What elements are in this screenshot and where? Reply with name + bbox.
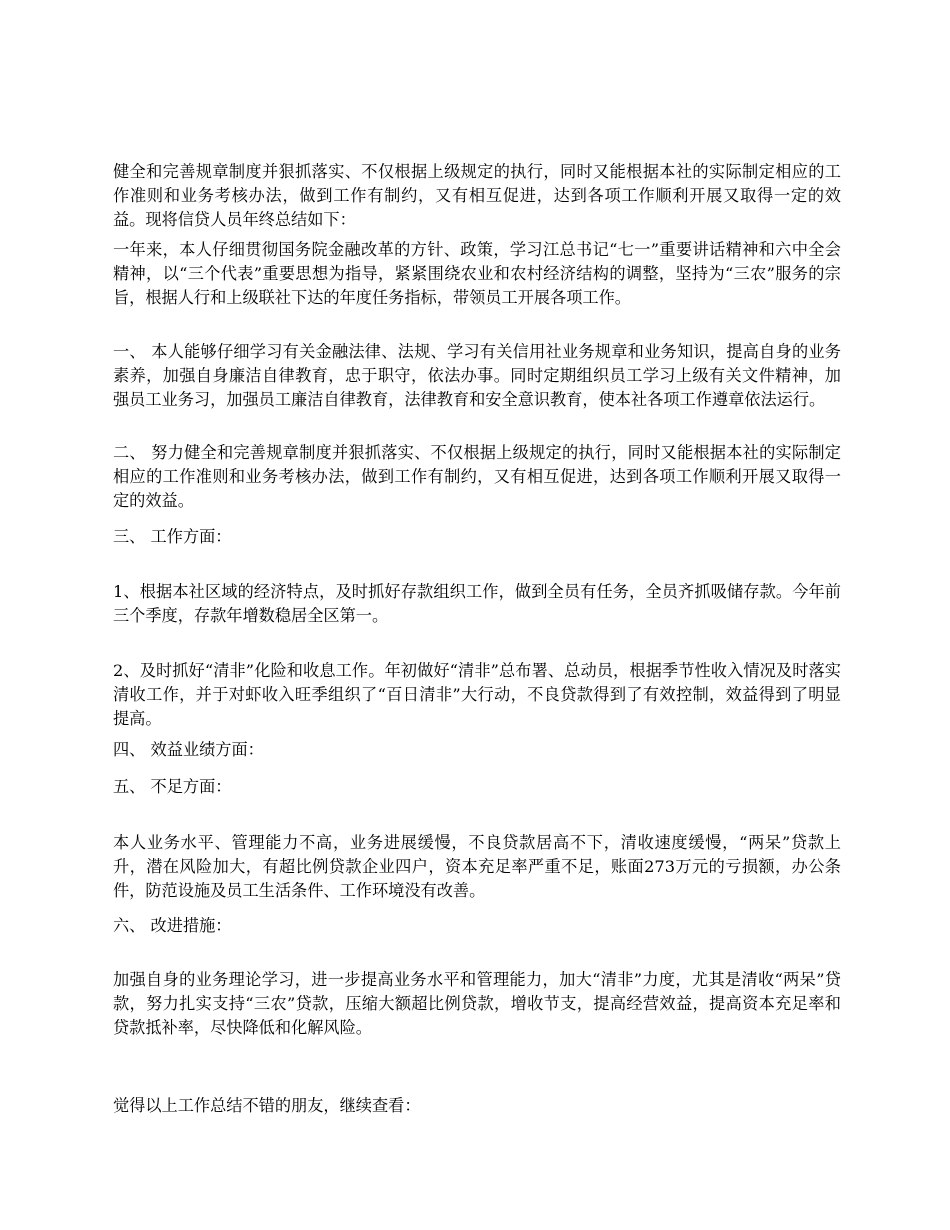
work-item-one-paragraph: 1、根据本社区域的经济特点，及时抓好存款组织工作，做到全员有任务，全员齐抓吸储存款。今年前三个季度，存款年增数稳居全区第一。 <box>113 582 841 625</box>
improvement-paragraph: 加强自身的业务理论学习，进一步提高业务水平和管理能力，加大“清非”力度，尤其是清收“两呆”贷款，努力扎实支持“三农”贷款，压缩大额超比例贷款，增收节支，提高经营效益，提高资本充足率和贷款抵补率，尽快降低和化解风险。 <box>113 970 841 1037</box>
section-six-heading: 六、 改进措施： <box>113 916 232 935</box>
shortcomings-paragraph: 本人业务水平、管理能力不高，业务进展缓慢，不良贷款居高不下，清收速度缓慢，“两呆”贷款上升，潜在风险加大，有超比例贷款企业四户，资本充足率严重不足，账面273万元的亏损额，办公条件，防范设施及员工生活条件、工作环境没有改善。 <box>113 833 841 900</box>
overview-paragraph: 一年来，本人仔细贯彻国务院金融改革的方针、政策，学习江总书记“七一”重要讲话精神和六中全会精神，以“三个代表”重要思想为指导，紧紧围绕农业和农村经济结构的调整，坚持为“三农”服务的宗旨，根据人行和上级联社下达的年度任务指标，带领员工开展各项工作。 <box>113 240 841 307</box>
continue-reading-text: 觉得以上工作总结不错的朋友，继续查看： <box>113 1096 421 1115</box>
work-item-two-paragraph: 2、及时抓好“清非”化险和收息工作。年初做好“清非”总布署、总动员，根据季节性收入情况及时落实清收工作，并于对虾收入旺季组织了“百日清非”大行动，不良贷款得到了有效控制，效益得到了明显提高。 <box>113 661 841 728</box>
section-five-heading: 五、 不足方面： <box>113 777 232 796</box>
section-one-paragraph: 一、 本人能够仔细学习有关金融法律、法规、学习有关信用社业务规章和业务知识，提高自身的业务素养，加强自身廉洁自律教育，忠于职守，依法办事。同时定期组织员工学习上级有关文件精神，加强员工业务习，加强员工廉洁自律教育，法律教育和安全意识教育，使本社各项工作遵章依法运行。 <box>113 342 841 409</box>
intro-paragraph: 健全和完善规章制度并狠抓落实、不仅根据上级规定的执行，同时又能根据本社的实际制定相应的工作准则和业务考核办法，做到工作有制约，又有相互促进，达到各项工作顺利开展又取得一定的效益。现将信贷人员年终总结如下： <box>113 162 841 229</box>
section-four-heading: 四、 效益业绩方面： <box>113 740 264 759</box>
section-two-paragraph: 二、 努力健全和完善规章制度并狠抓落实、不仅根据上级规定的执行，同时又能根据本社的实际制定相应的工作准则和业务考核办法，做到工作有制约，又有相互促进，达到各项工作顺利开展又取得一定的效益。 <box>113 443 841 510</box>
section-three-heading: 三、 工作方面： <box>113 527 232 546</box>
